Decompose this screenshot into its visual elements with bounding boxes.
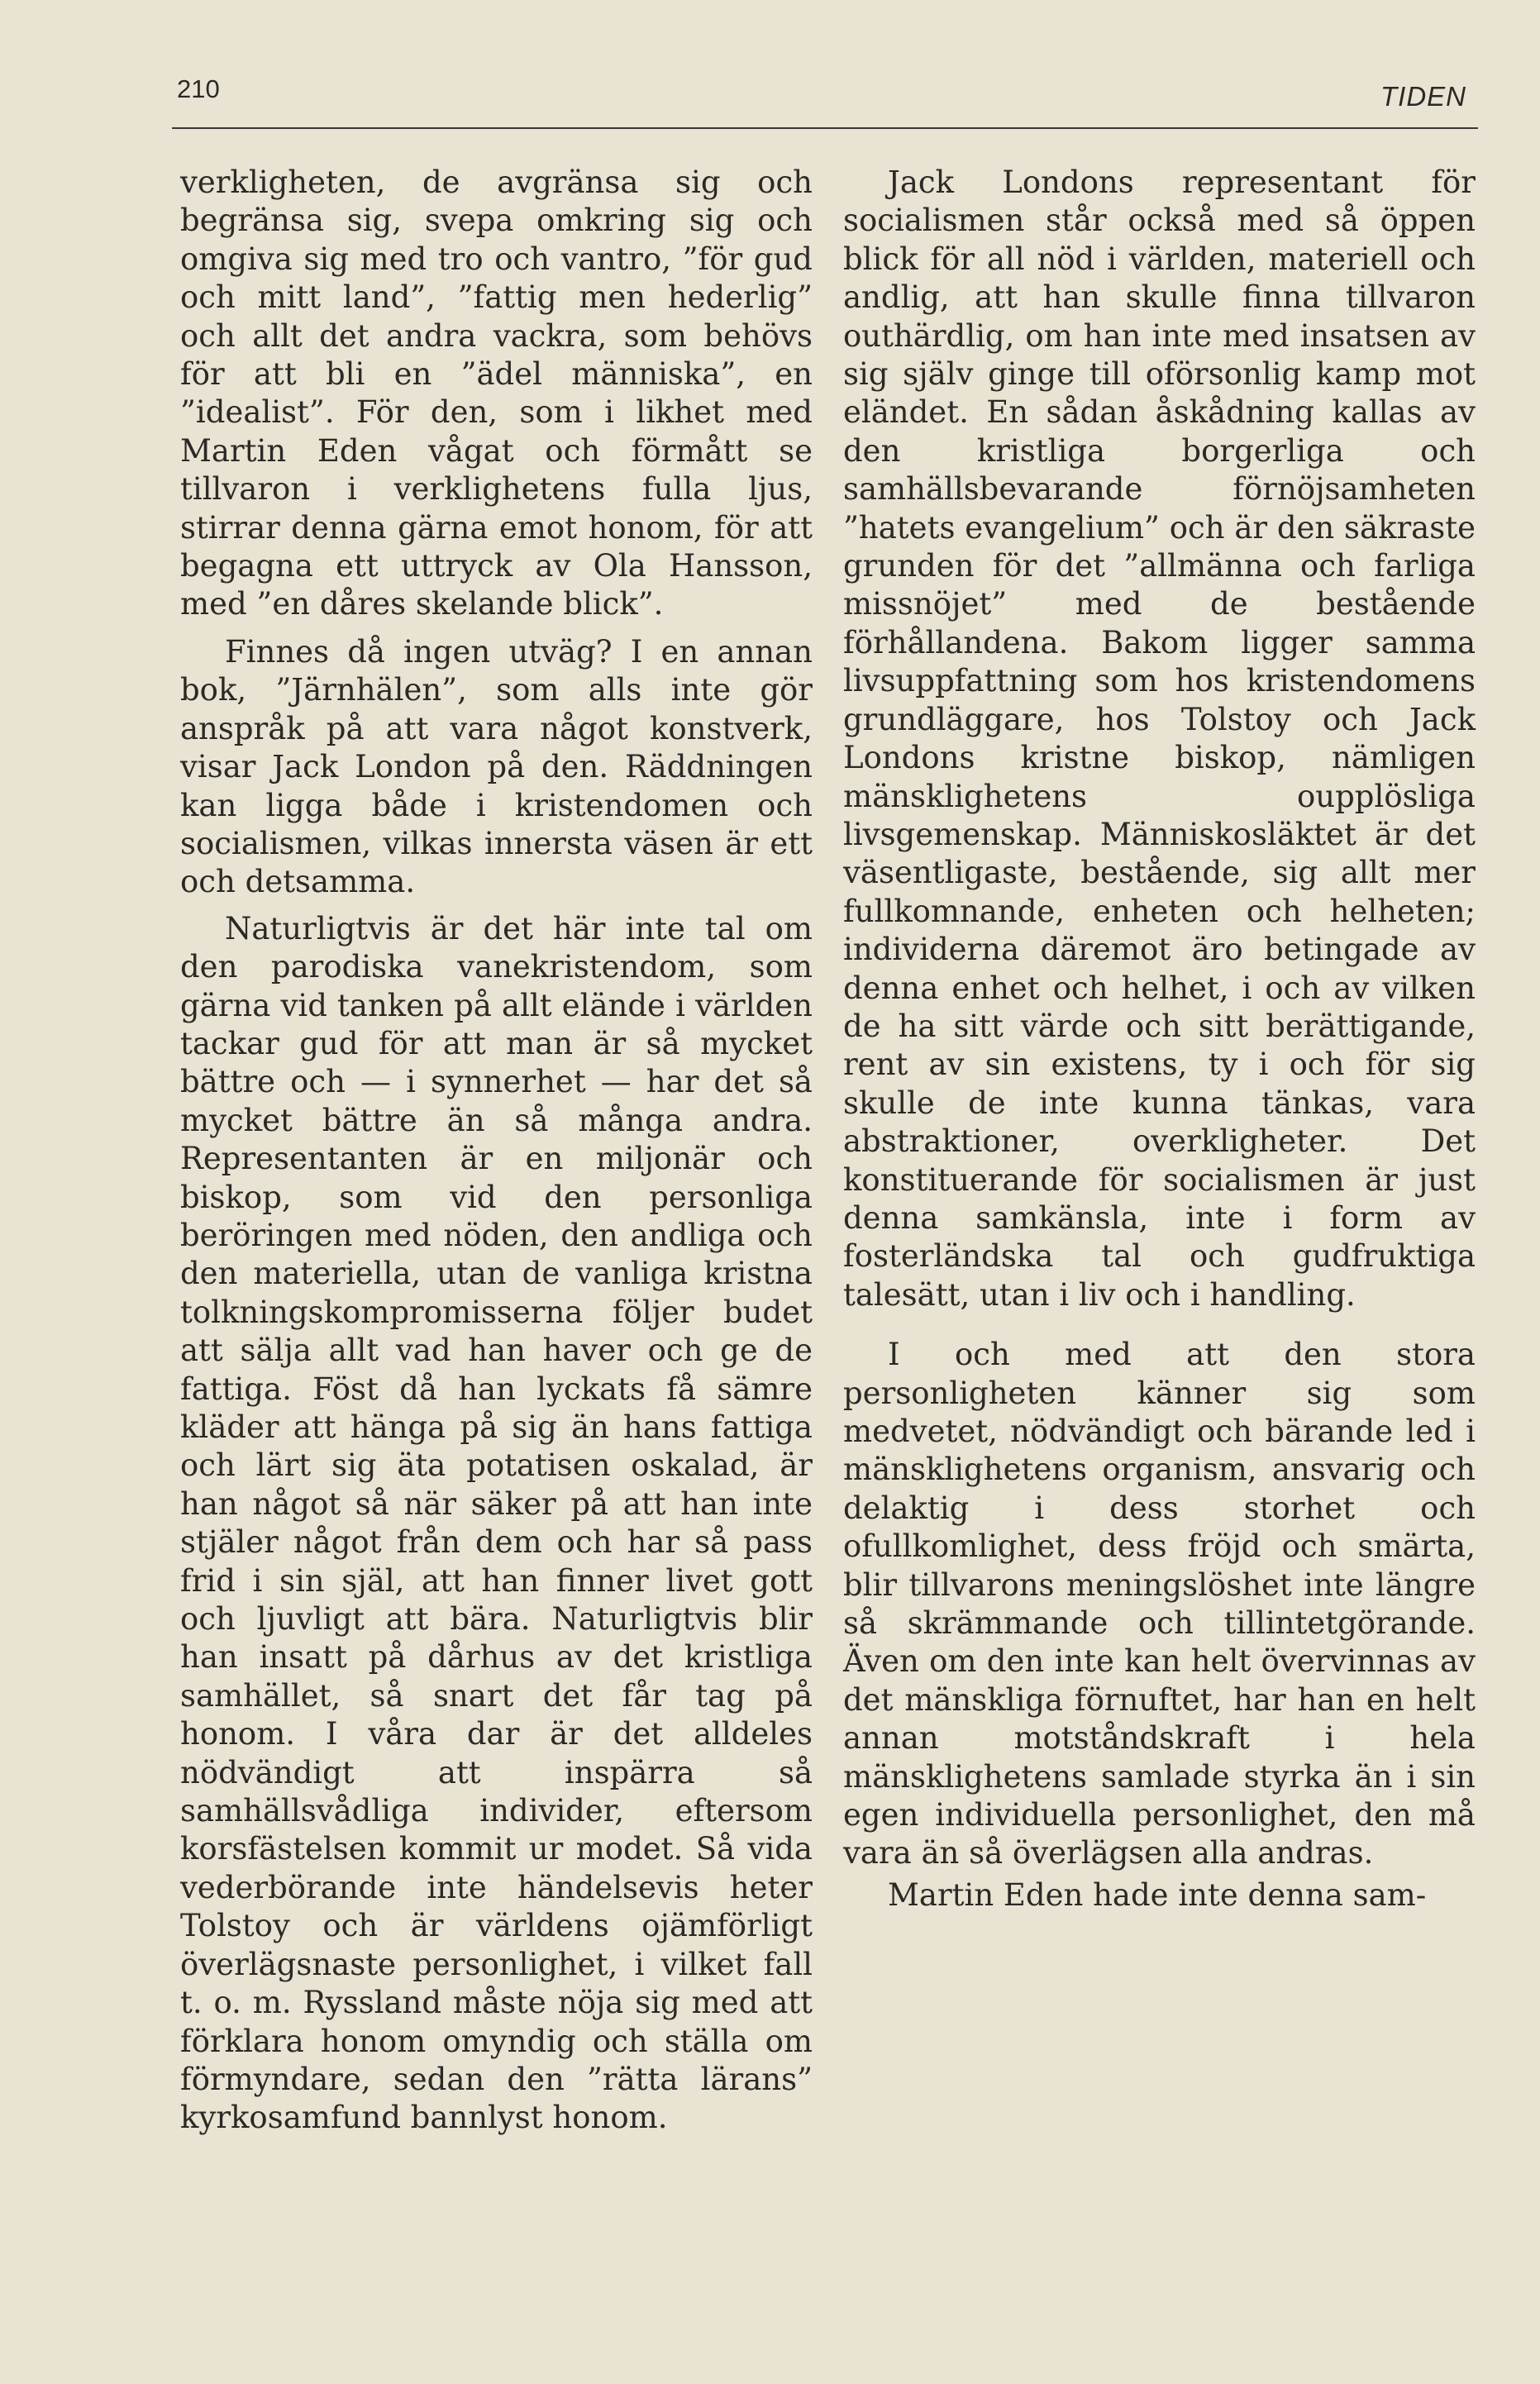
right-paragraph-3: Martin Eden hade inte denna sam-: [888, 1876, 1427, 1913]
left-paragraph-2: Finnes då ingen utväg? I en annan bok, ”Järnhälen”, som alls inte gör anspråk på att vara något konstverk, visar Jack London på den. Räddningen kan ligga både i kristendomen och socialismen, vilkas innersta väsen är ett och detsamma.: [180, 633, 813, 900]
journal-title: TIDEN: [1380, 81, 1466, 112]
left-paragraph-3: Naturligtvis är det här inte tal om den parodiska vanekristendom, som gärna vid tanken på allt elände i världen tackar gud för att man är så mycket bättre och — i synnerhet — har det så mycket bättre än så många andra. Representanten är en miljonär och biskop, som vid den personliga beröringen med nöden, den andliga och den materiella, utan de vanliga kristna tolkningskompromisserna följer budet att sälja allt vad han haver och ge de fattiga. Föst då han lyckats få sämre kläder att hänga på sig än hans fattiga och lärt sig äta potatisen oskalad, är han något så när säker på att han inte stjäler något från dem och har så pass frid i sin själ, att han finner livet gott och ljuvligt att bära. Naturligtvis blir han insatt på dårhus av det kristliga samhället, så snart det får tag på honom. I våra dar är det alldeles nödvändigt att inspärra så samhällsvådliga individer, eftersom korsfästelsen kommit ur modet. Så vida vederbörande inte händelsevis heter Tolstoy och är världens ojämförligt överlägsnaste personlighet, i vilket fall t. o. m. Ryssland måste nöja sig med att förklara honom omyndig och ställa om förmyndare, sedan den ”rätta lärans” kyrkosamfund bannlyst honom.: [180, 910, 813, 2136]
page-number: 210: [177, 74, 220, 103]
page-header: [164, 73, 1478, 139]
header-rule: [172, 127, 1478, 129]
right-paragraph-1: Jack Londons representant för socialismen står också med så öppen blick för all nöd i världen, materiell och andlig, att han skulle finna tillvaron outhärdlig, om han inte med insatsen av sig själv ginge till oförsonlig kamp mot eländet. En sådan åskådning kallas av den kristliga borgerliga och samhällsbevarande förnöjsamheten ”hatets evangelium” och är den säkraste grunden för det ”allmänna och farliga missnöjet” med de bestående förhållandena. Bakom ligger samma livsuppfattning som hos kristendomens grundläggare, hos Tolstoy och Jack Londons kristne biskop, nämligen mänsklighetens oupplösliga livsgemenskap. Människosläktet är det väsentligaste, bestående, sig allt mer fullkomnande, enheten och helheten; individerna däremot äro betingade av denna enhet och helhet, i och av vilken de ha sitt värde och sitt berättigande, rent av sin existens, ty i och för sig skulle de inte kunna tänkas, vara abstraktioner, overkligheter. Det konstituerande för socialismen är just denna samkänsla, inte i form av fosterländska tal och gudfruktiga talesätt, utan i liv och i handling.: [843, 164, 1476, 1313]
right-paragraph-2: I och med att den stora personligheten känner sig som medvetet, nödvändigt och bärande led i mänsklighetens organism, ansvarig och delaktig i dess storhet och ofullkomlighet, dess fröjd och smärta, blir tillvarons meningslöshet inte längre så skrämmande och tillintetgörande. Även om den inte kan helt övervinnas av det mänskliga förnuftet, har han en helt annan motståndskraft i hela mänsklighetens samlade styrka än i sin egen individuella personlighet, den må vara än så överlägsen alla andras.: [843, 1337, 1476, 1871]
left-column: [180, 164, 813, 2138]
left-paragraph-1: verkligheten, de avgränsa sig och begränsa sig, svepa omkring sig och omgiva sig med tro och vantro, ”för gud och mitt land”, ”fattig men hederlig” och allt det andra vackra, som behövs för att bli en ”ädel människa”, en ”idealist”. För den, som i likhet med Martin Eden vågat och förmått se tillvaron i verklighetens fulla ljus, stirrar denna gärna emot honom, för att begagna ett uttryck av Ola Hansson, med ”en dåres skelande blick”.: [180, 164, 813, 622]
right-column: [843, 164, 1476, 1914]
